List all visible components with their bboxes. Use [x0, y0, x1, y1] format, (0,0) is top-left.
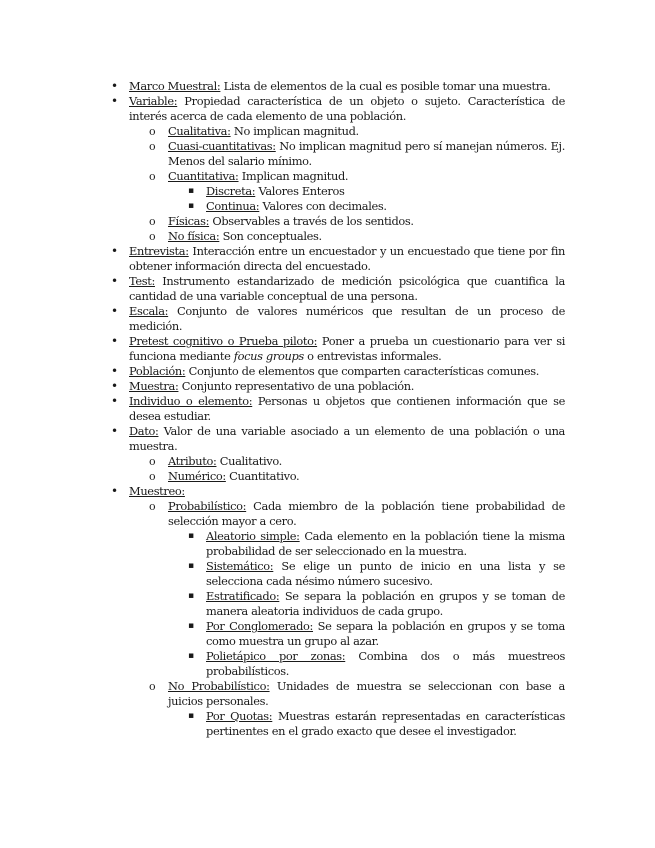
definition: Conjunto de elementos que comparten características comunes.	[185, 364, 539, 378]
definition: Observables a través de los sentidos.	[209, 214, 414, 228]
term: Numérico:	[168, 469, 226, 483]
definition: Lista de elementos de la cual es posible tomar una muestra.	[220, 79, 551, 93]
term: Marco Muestral:	[129, 79, 221, 93]
definition: Se separa la población en grupos y se toma como muestra un grupo al azar.	[206, 619, 565, 648]
term: Atributo:	[168, 454, 217, 468]
list-item-individuo	[111, 394, 566, 424]
definition: Cualitativo.	[216, 454, 282, 468]
bullet-icon: ▪	[188, 621, 195, 631]
definition: Propiedad característica de un objeto o sujeto. Característica de interés acerca de cada elemento de una población.	[129, 94, 565, 123]
bullet-icon: ▪	[188, 591, 195, 601]
list-item-no-fisica	[149, 229, 565, 244]
list-item-continua	[188, 199, 565, 214]
definition: Conjunto representativo de una población.	[178, 379, 415, 393]
list-item-cuasi-cuantitativas	[149, 139, 565, 169]
term: Escala:	[129, 304, 169, 318]
bullet-icon: •	[111, 274, 119, 288]
bullet-icon: •	[111, 304, 119, 318]
list-item-pretest	[111, 334, 565, 364]
term: Dato:	[129, 424, 159, 438]
term: Cuantitativa:	[168, 169, 239, 183]
list-item-cualitativa	[149, 124, 565, 139]
term: Probabilístico:	[168, 499, 247, 513]
definition: Conjunto de valores numéricos que resultan de un proceso de medición.	[129, 304, 565, 333]
bullet-icon: o	[149, 455, 156, 468]
definition: Valores con decimales.	[259, 199, 387, 213]
bullet-icon: o	[149, 125, 156, 138]
term: Entrevista:	[129, 244, 189, 258]
bullet-icon: •	[111, 394, 119, 408]
definition: Poner a prueba un cuestionario para ver si funciona mediante	[129, 334, 565, 363]
term: Test:	[129, 274, 155, 288]
list-item-aleatorio-simple	[188, 529, 565, 559]
list-item-poblacion	[111, 364, 565, 379]
term: Individuo o elemento:	[129, 394, 253, 408]
bullet-icon: •	[111, 424, 119, 438]
bullet-icon: o	[149, 500, 156, 513]
list-item-dato	[111, 424, 565, 454]
definition: Unidades de muestra se seleccionan con base a juicios personales.	[168, 679, 565, 708]
definition: Personas u objetos que contienen información que se desea estudiar.	[129, 394, 566, 423]
bullet-icon: o	[149, 215, 156, 228]
definition: Valores Enteros	[255, 184, 345, 198]
definition: Muestras estarán representadas en características pertinentes en el grado exacto que desee el investigador.	[206, 709, 565, 738]
bullet-icon: ▪	[188, 711, 195, 721]
list-item-por-quotas	[188, 709, 565, 739]
list-item-cuantitativa	[149, 169, 565, 184]
bullet-icon: •	[111, 334, 119, 348]
definition: Combina dos o más muestreos probabilísticos.	[206, 649, 565, 678]
bullet-icon: o	[149, 170, 156, 183]
term: Pretest cognitivo o Prueba piloto:	[129, 334, 318, 348]
term: Continua:	[206, 199, 260, 213]
list-item-numerico	[149, 469, 565, 484]
bullet-icon: o	[149, 680, 156, 693]
definition: o entrevistas informales.	[303, 349, 442, 363]
definition: Cada miembro de la población tiene probabilidad de selección mayor a cero.	[168, 499, 565, 528]
bullet-icon: •	[111, 244, 119, 258]
definition: Se separa la población en grupos y se toman de manera aleatoria individuos de cada grupo.	[206, 589, 565, 618]
list-item-sistematico	[188, 559, 565, 589]
list-item-probabilistico	[149, 499, 565, 529]
list-item-escala	[111, 304, 565, 334]
list-item-no-probabilistico	[149, 679, 565, 709]
term: Por Conglomerado:	[206, 619, 314, 633]
definition: Se elige un punto de inicio en una lista y se selecciona cada nésimo número sucesivo.	[206, 559, 565, 588]
term: Aleatorio simple:	[206, 529, 300, 543]
definition: Valor de una variable asociado a un elemento de una población o una muestra.	[129, 424, 565, 453]
term: Cualitativa:	[168, 124, 231, 138]
definition: Son conceptuales.	[219, 229, 322, 243]
list-item-polietapico	[188, 649, 565, 679]
definition: No implican magnitud pero sí manejan números. Ej. Menos del salario mínimo.	[168, 139, 565, 168]
list-item-variable	[111, 94, 565, 124]
list-item-fisicas	[149, 214, 565, 229]
bullet-icon: •	[111, 484, 119, 498]
definition: Implican magnitud.	[238, 169, 349, 183]
definition: Instrumento estandarizado de medición psicológica que cuantifica la cantidad de una variable conceptual de una persona.	[129, 274, 565, 303]
term: Estratificado:	[206, 589, 280, 603]
term: Muestreo:	[129, 484, 185, 498]
list-item-entrevista	[111, 244, 565, 274]
bullet-icon: •	[111, 364, 119, 378]
term: Variable:	[129, 94, 178, 108]
term: Discreta:	[206, 184, 256, 198]
list-item-test	[111, 274, 565, 304]
term: Polietápico por zonas:	[206, 649, 346, 663]
bullet-icon: •	[111, 94, 119, 108]
definition: Cuantitativo.	[225, 469, 300, 483]
bullet-icon: •	[111, 379, 119, 393]
bullet-icon: ▪	[188, 651, 195, 661]
bullet-icon: o	[149, 140, 156, 153]
list-item-muestreo	[111, 484, 565, 499]
glossary-list	[0, 79, 655, 739]
bullet-icon: ▪	[188, 561, 195, 571]
term: Físicas:	[168, 214, 210, 228]
term: No Probabilístico:	[168, 679, 270, 693]
definition: Cada elemento en la población tiene la misma probabilidad de ser seleccionado en la muestra.	[206, 529, 565, 558]
bullet-icon: ▪	[188, 186, 195, 196]
list-item-conglomerado	[188, 619, 565, 649]
definition: No implican magnitud.	[230, 124, 359, 138]
bullet-icon: •	[111, 79, 119, 93]
definition-emphasis: focus groups	[233, 349, 304, 363]
term: Sistemático:	[206, 559, 274, 573]
term: Población:	[129, 364, 186, 378]
bullet-icon: ▪	[188, 201, 195, 211]
bullet-icon: o	[149, 230, 156, 243]
term: No física:	[168, 229, 220, 243]
bullet-icon: o	[149, 470, 156, 483]
term: Muestra:	[129, 379, 179, 393]
list-item-atributo	[149, 454, 565, 469]
definition: Interacción entre un encuestador y un encuestado que tiene por fin obtener información directa del encuestado.	[129, 244, 565, 273]
list-item-marco-muestral	[111, 79, 565, 94]
list-item-discreta	[188, 184, 565, 199]
list-item-estratificado	[188, 589, 565, 619]
list-item-muestra	[111, 379, 565, 394]
term: Cuasi-cuantitativas:	[168, 139, 276, 153]
term: Por Quotas:	[206, 709, 273, 723]
bullet-icon: ▪	[188, 531, 195, 541]
